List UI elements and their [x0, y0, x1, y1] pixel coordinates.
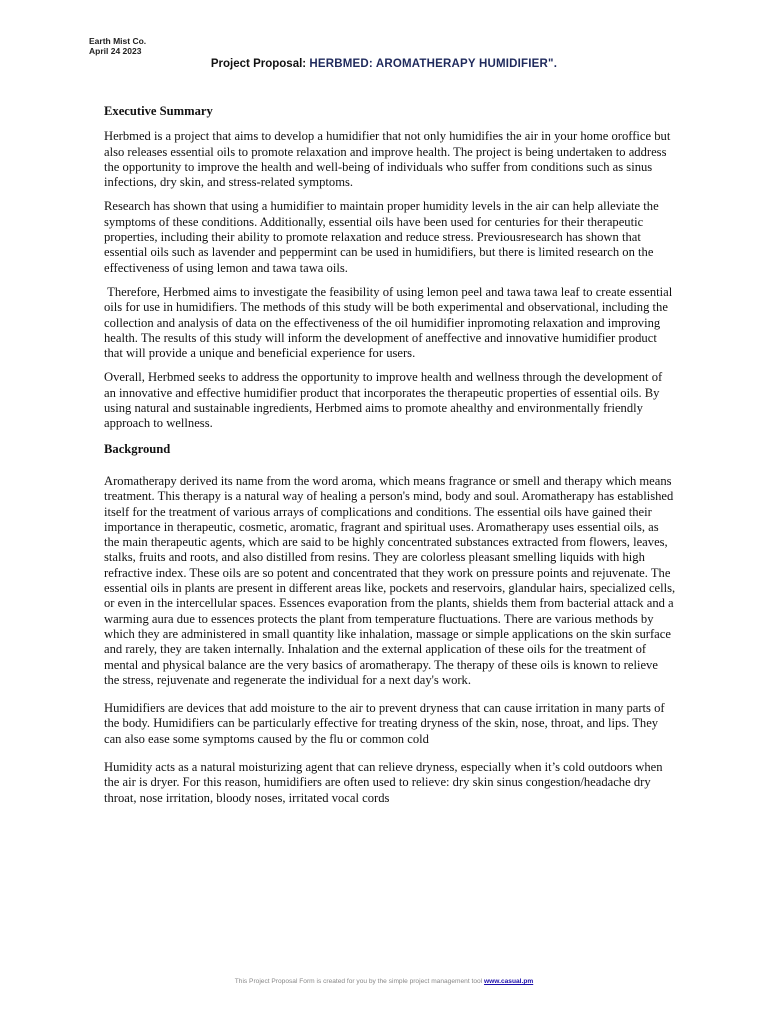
paragraph: Research has shown that using a humidifier to maintain proper humidity levels in the air can help alleviate the symptoms of these conditions. Additionally, essential oils have been used for centuries for their therapeutic properties, including their ability to promote relaxation and reduce stress. Previousresearch has shown that essential oils such as lavender and peppermint can be used in humidifiers, but there is limited research on the effectiveness of using lemon and tawa tawa oils. [104, 199, 659, 275]
page-footer [0, 978, 768, 985]
paragraph: Aromatherapy derived its name from the word aroma, which means fragrance or smell and therapy which means treatment. This therapy is a natural way of healing a person's mind, body and soul. Aromatherapy has established itself for the treatment of various arrays of complications and conditions. The essential oils have gained their importance in therapeutic, cosmetic, aromatic, fragrant and spiritual uses. Aromatherapy uses essential oils, as the main therapeutic agents, which are said to be highly concentrated substances extracted from flowers, leaves, stalks, fruits and roots, and also distilled from resins. They are colorless pleasant smelling liquids with high refractive index. These oils are so potent and concentrated that they work on pressure points and rejuvenate. The essential oils in plants are present in different areas like, pockets and reservoirs, glandular hairs, specialized cells, or even in the intercellular spaces. Essences evaporation from the plants, shields them from bacterial attack and a warming aura due to essences protects the plant from temperature fluctuations. There are various methods by which they are administered in small quantity like inhalation, massage or simple applications on the skin surface and rarely, they are taken internally. Inhalation and the external application of these oils for the treatment of mental and physical balance are the very basics of aromatherapy. The therapy of these oils is known to relieve the stress, rejuvenate and regenerate the individual for a next day's work. [104, 473, 676, 687]
paragraph: Humidifiers are devices that add moisture to the air to prevent dryness that can cause irritation in many parts of the body. Humidifiers can be particularly effective for treating dryness of the skin, nose, throat, and lips. They can also ease some symptoms caused by the flu or common cold [104, 701, 665, 746]
paragraph: Therefore, Herbmed aims to investigate the feasibility of using lemon peel and tawa tawa leaf to create essential oils for use in humidifiers. The methods of this study will be both experimental and observational, including the collection and analysis of data on the effectiveness of the oil humidifier inpromoting relaxation and improving health. The results of this study will inform the development of aneffective and innovative humidifier product that will provide a unique and beneficial experience for users. [104, 284, 676, 361]
document-body [104, 104, 676, 815]
footer-text: This Project Proposal Form is created for you by the simple project management tool [234, 978, 484, 985]
company-name: Earth Mist Co. [89, 36, 147, 46]
document-title [0, 58, 768, 70]
executive-summary-heading: Executive Summary [104, 104, 213, 118]
footer-link[interactable]: www.casual.pm [483, 978, 534, 985]
title-main: HERBMED: AROMATHERAPY HUMIDIFIER". [309, 58, 558, 70]
paragraph: Humidity acts as a natural moisturizing agent that can relieve dryness, especially when it’s cold outdoors when the air is dryer. For this reason, humidifiers are often used to relieve: dry skin sinus congestion/headache dry throat, nose irritation, bloody noses, irritated vocal cords [104, 759, 663, 805]
background-heading: Background [104, 441, 171, 456]
title-prefix: Project Proposal: [210, 58, 310, 70]
paragraph: Overall, Herbmed seeks to address the opportunity to improve health and wellness through the development of an innovative and effective humidifier product that incorporates the therapeutic properties of essential oils. By using natural and sustainable ingredients, Herbmed aims to promote ahealthy and environmentally friendly approach to wellness. [104, 370, 663, 431]
document-date: April 24 2023 [89, 46, 142, 56]
paragraph: Herbmed is a project that aims to develop a humidifier that not only humidifies the air in your home oroffice but also releases essential oils to promote relaxation and improve health. The project is being undertaken to address the opportunity to improve the health and well-being of individuals who suffer from conditions such as sinus infections, dry skin, and stress-related symptoms. [104, 129, 671, 190]
company-block [89, 36, 146, 56]
